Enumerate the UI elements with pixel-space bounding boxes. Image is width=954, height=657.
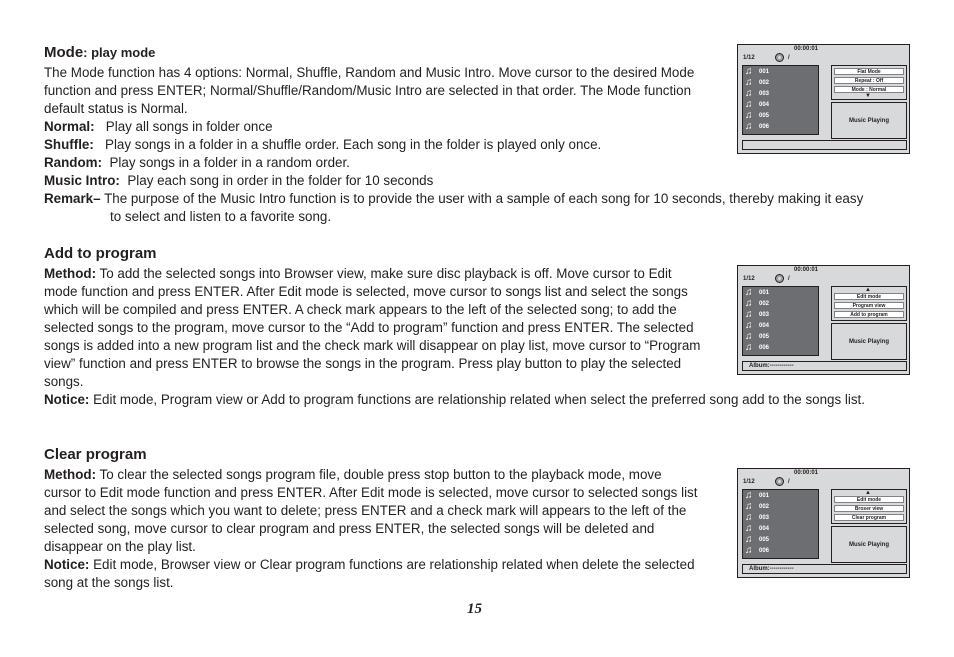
add-notice: Notice: Edit mode, Program view or Add to program functions are relationship related when select the preferred song add to the songs list. (44, 392, 865, 407)
music-note-icon: ♫ (745, 120, 753, 132)
arrow-up-icon: ▲ (865, 287, 871, 293)
arrow-up-icon: ▲ (865, 490, 871, 496)
mode-remark: Remark– The purpose of the Music Intro function is to provide the user with a sample of each song for 10 seconds, thereby making it easy (44, 191, 864, 206)
clear-program-heading: Clear program (44, 446, 147, 463)
disc-icon (775, 477, 784, 486)
option-program-view[interactable]: Program view (834, 302, 904, 309)
options-panel (831, 286, 907, 321)
screen-clear-program (737, 468, 910, 578)
list-item[interactable]: ♫ 001 (745, 65, 770, 77)
option-flat-mode[interactable]: Flat Mode (834, 68, 904, 75)
status-panel: Music Playing (831, 102, 907, 139)
clear-method-line-5: disappear on the play list. (44, 539, 196, 554)
track-counter: 1/12 (743, 479, 755, 485)
add-method-line-1: Method: To add the selected songs into Browser view, make sure disc playback is off. Move cursor to Edit (44, 266, 672, 281)
track-counter: 1/12 (743, 276, 755, 282)
music-note-icon: ♫ (745, 286, 753, 298)
add-method-line-2: mode function and press ENTER. After Edit mode is selected, move cursor to songs list and select the songs (44, 284, 688, 299)
album-bar: Album:------------ (742, 564, 907, 574)
add-method-line-6: view” function and press ENTER to browse the songs in the program. Press play button to play the selected (44, 356, 682, 371)
mode-normal: Normal: Play all songs in folder once (44, 119, 273, 134)
option-add-to-program[interactable]: Add to program (834, 311, 904, 318)
album-bar: Album:------------ (742, 361, 907, 371)
music-note-icon: ♫ (745, 511, 753, 523)
add-method-line-5: songs is added into a new program list and the check mark will disappear on play list, move cursor to “Program (44, 338, 701, 353)
screen-play-mode (737, 44, 910, 154)
screen-add-program (737, 265, 910, 375)
list-item[interactable]: ♫ 005 (745, 109, 770, 121)
album-bar (742, 140, 907, 150)
option-edit-mode[interactable]: Edit mode (834, 496, 904, 503)
mode-intro-line-1: The Mode function has 4 options: Normal, Shuffle, Random and Music Intro. Move cursor to the desired Mode (44, 65, 695, 80)
clear-method-line-3: and select the songs which you want to delete; press ENTER and a check mark will appears to the left of the (44, 503, 687, 518)
status-panel: Music Playing (831, 323, 907, 360)
status-panel: Music Playing (831, 526, 907, 563)
time-display: 00:00:01 (794, 267, 819, 273)
mode-music-intro: Music Intro: Play each song in order in the folder for 10 seconds (44, 173, 434, 188)
music-note-icon: ♫ (745, 319, 753, 331)
list-item[interactable]: ♫ 006 (745, 341, 770, 353)
clear-notice: Notice: Edit mode, Browser view or Clear program functions are relationship related when delete the selected (44, 557, 695, 572)
list-item[interactable]: ♫ 003 (745, 511, 770, 523)
list-item[interactable]: ♫ 001 (745, 489, 770, 501)
music-note-icon: ♫ (745, 341, 753, 353)
folder-separator: / (788, 55, 790, 61)
option-repeat[interactable]: Repeat : Off (834, 77, 904, 84)
mode-heading: Mode: play mode (44, 44, 156, 61)
track-counter: 1/12 (743, 55, 755, 61)
song-list (742, 286, 819, 356)
folder-separator: / (788, 276, 790, 282)
clear-method-line-2: cursor to Edit mode function and press ENTER. After Edit mode is selected, move cursor to selected songs list (44, 485, 698, 500)
music-note-icon: ♫ (745, 297, 753, 309)
clear-method-line-4: selected song, move cursor to clear program and press ENTER, the selected songs will be deleted and (44, 521, 655, 536)
song-list (742, 489, 819, 559)
music-note-icon: ♫ (745, 98, 753, 110)
add-method-line-4: selected songs to the program, move cursor to the “Add to program” function and press ENTER. The selected (44, 320, 694, 335)
disc-icon (775, 53, 784, 62)
mode-shuffle: Shuffle: Play songs in a folder in a shuffle order. Each song in the folder is played only once. (44, 137, 602, 152)
music-note-icon: ♫ (745, 87, 753, 99)
add-method-line-7: songs. (44, 374, 84, 389)
clear-notice-cont: song at the songs list. (44, 575, 174, 590)
list-item[interactable]: ♫ 003 (745, 308, 770, 320)
mode-random: Random: Play songs in a folder in a random order. (44, 155, 350, 170)
list-item[interactable]: ♫ 003 (745, 87, 770, 99)
list-item[interactable]: ♫ 004 (745, 98, 770, 110)
list-item[interactable]: ♫ 002 (745, 297, 770, 309)
music-note-icon: ♫ (745, 109, 753, 121)
list-item[interactable]: ♫ 004 (745, 522, 770, 534)
option-mode[interactable]: Mode : Normal (834, 86, 904, 93)
music-note-icon: ♫ (745, 330, 753, 342)
list-item[interactable]: ♫ 005 (745, 330, 770, 342)
mode-intro-line-3: default status is Normal. (44, 101, 188, 116)
options-panel (831, 65, 907, 100)
list-item[interactable]: ♫ 001 (745, 286, 770, 298)
music-note-icon: ♫ (745, 522, 753, 534)
song-list (742, 65, 819, 135)
clear-method-line-1: Method: To clear the selected songs program file, double press stop button to the playback mode, move (44, 467, 662, 482)
list-item[interactable]: ♫ 006 (745, 120, 770, 132)
list-item[interactable]: ♫ 004 (745, 319, 770, 331)
arrow-down-icon: ▼ (865, 93, 871, 99)
list-item[interactable]: ♫ 005 (745, 533, 770, 545)
add-method-line-3: which will be compiled and press ENTER. A check mark appears to the left of the selected song; to add the (44, 302, 677, 317)
time-display: 00:00:01 (794, 46, 819, 52)
mode-remark-cont: to select and listen to a favorite song. (110, 209, 332, 224)
option-edit-mode[interactable]: Edit mode (834, 293, 904, 300)
music-note-icon: ♫ (745, 308, 753, 320)
page-number: 15 (467, 601, 482, 617)
disc-icon (775, 274, 784, 283)
list-item[interactable]: ♫ 002 (745, 500, 770, 512)
list-item[interactable]: ♫ 002 (745, 76, 770, 88)
music-note-icon: ♫ (745, 544, 753, 556)
list-item[interactable]: ♫ 006 (745, 544, 770, 556)
mode-intro-line-2: function and press ENTER; Normal/Shuffle/Random/Music Intro are selected in that order. The Mode function (44, 83, 692, 98)
option-clear-program[interactable]: Clear program (834, 514, 904, 521)
music-note-icon: ♫ (745, 533, 753, 545)
music-note-icon: ♫ (745, 489, 753, 501)
folder-separator: / (788, 479, 790, 485)
time-display: 00:00:01 (794, 470, 819, 476)
music-note-icon: ♫ (745, 500, 753, 512)
music-note-icon: ♫ (745, 76, 753, 88)
add-program-heading: Add to program (44, 245, 157, 262)
options-panel (831, 489, 907, 524)
music-note-icon: ♫ (745, 65, 753, 77)
option-browser-view[interactable]: Broser view (834, 505, 904, 512)
